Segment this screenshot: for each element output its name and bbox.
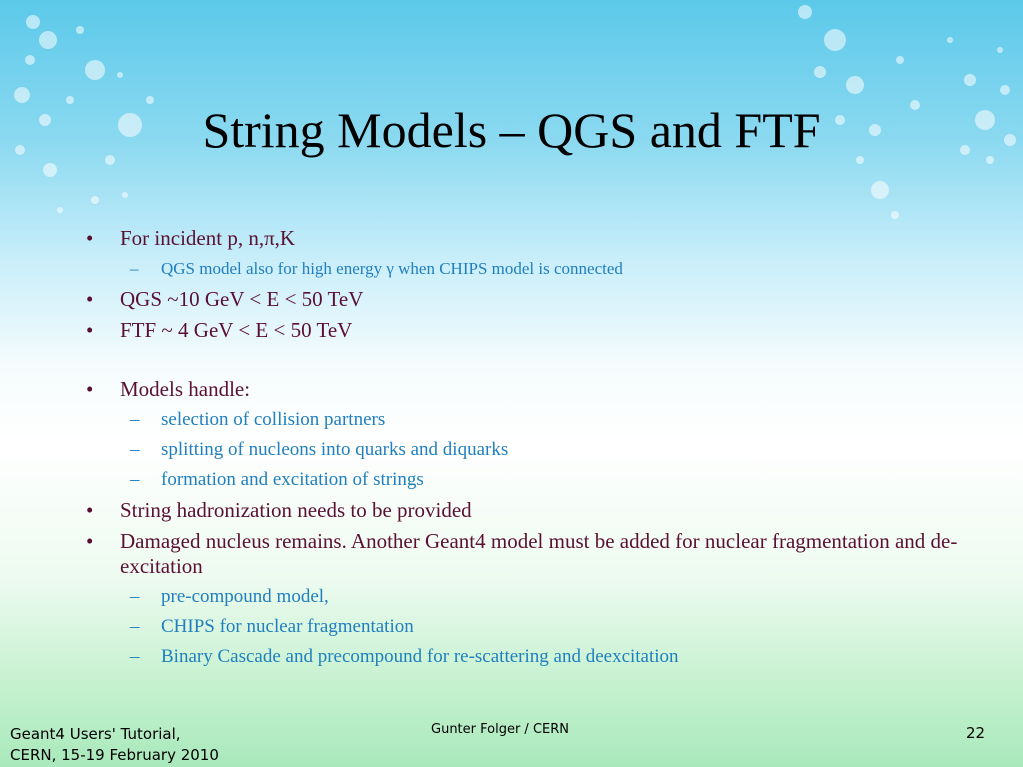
bullet-text: Damaged nucleus remains. Another Geant4 model must be added for nuclear fragmentation and de-excitation: [120, 529, 958, 578]
sub-bullet-text: QGS model also for high energy γ when CHIPS model is connected: [161, 259, 623, 278]
bullet-text: Models handle:: [120, 377, 251, 401]
bullet-text: FTF ~ 4 GeV < E < 50 TeV: [120, 318, 353, 342]
sub-bullet-item: [86, 438, 966, 462]
dash-glyph: –: [130, 259, 139, 278]
sub-bullet-text: formation and excitation of strings: [161, 469, 424, 490]
bullet-glyph: •: [86, 529, 94, 553]
bullet-text: String hadronization needs to be provided: [120, 498, 472, 522]
sub-bullet-text: pre-compound model,: [161, 586, 329, 607]
sub-bullet-item: [86, 408, 966, 432]
sub-bullet-item: [86, 615, 966, 639]
bullet-glyph: •: [86, 226, 94, 250]
footer-event-line1: Geant4 Users' Tutorial,: [10, 725, 181, 743]
bullet-glyph: •: [86, 318, 94, 342]
sub-bullet-item: [86, 468, 966, 492]
footer-author: Gunter Folger / CERN: [431, 722, 569, 737]
dash-glyph: –: [130, 469, 140, 490]
sub-bullet-text: selection of collision partners: [161, 409, 386, 430]
bullet-glyph: •: [86, 287, 94, 311]
bullet-item: [86, 287, 966, 312]
dash-glyph: –: [130, 616, 140, 637]
dash-glyph: –: [130, 586, 140, 607]
bullet-item: [86, 226, 966, 251]
bullet-text: QGS ~10 GeV < E < 50 TeV: [120, 287, 364, 311]
sub-bullet-item: [86, 585, 966, 609]
sub-bullet-item: [86, 257, 966, 281]
bullet-glyph: •: [86, 498, 94, 522]
bullet-text: For incident p, n,π,K: [120, 226, 296, 250]
footer-event-info: [10, 724, 219, 766]
sub-bullet-text: CHIPS for nuclear fragmentation: [161, 616, 414, 637]
sub-bullet-item: [86, 645, 966, 669]
bullet-item: [86, 377, 966, 402]
dash-glyph: –: [130, 646, 140, 667]
bullet-glyph: •: [86, 377, 94, 401]
bullet-item: [86, 498, 966, 523]
bullet-list: [86, 226, 966, 675]
dash-glyph: –: [130, 439, 140, 460]
slide-title: String Models – QGS and FTF: [202, 102, 821, 158]
dash-glyph: –: [130, 409, 140, 430]
slide-number: 22: [966, 724, 986, 742]
bullet-item: [86, 529, 966, 579]
bullet-item: [86, 318, 966, 343]
sub-bullet-text: Binary Cascade and precompound for re-scattering and deexcitation: [161, 646, 679, 667]
footer-event-line2: CERN, 15-19 February 2010: [10, 746, 219, 764]
sub-bullet-text: splitting of nucleons into quarks and diquarks: [161, 439, 509, 460]
